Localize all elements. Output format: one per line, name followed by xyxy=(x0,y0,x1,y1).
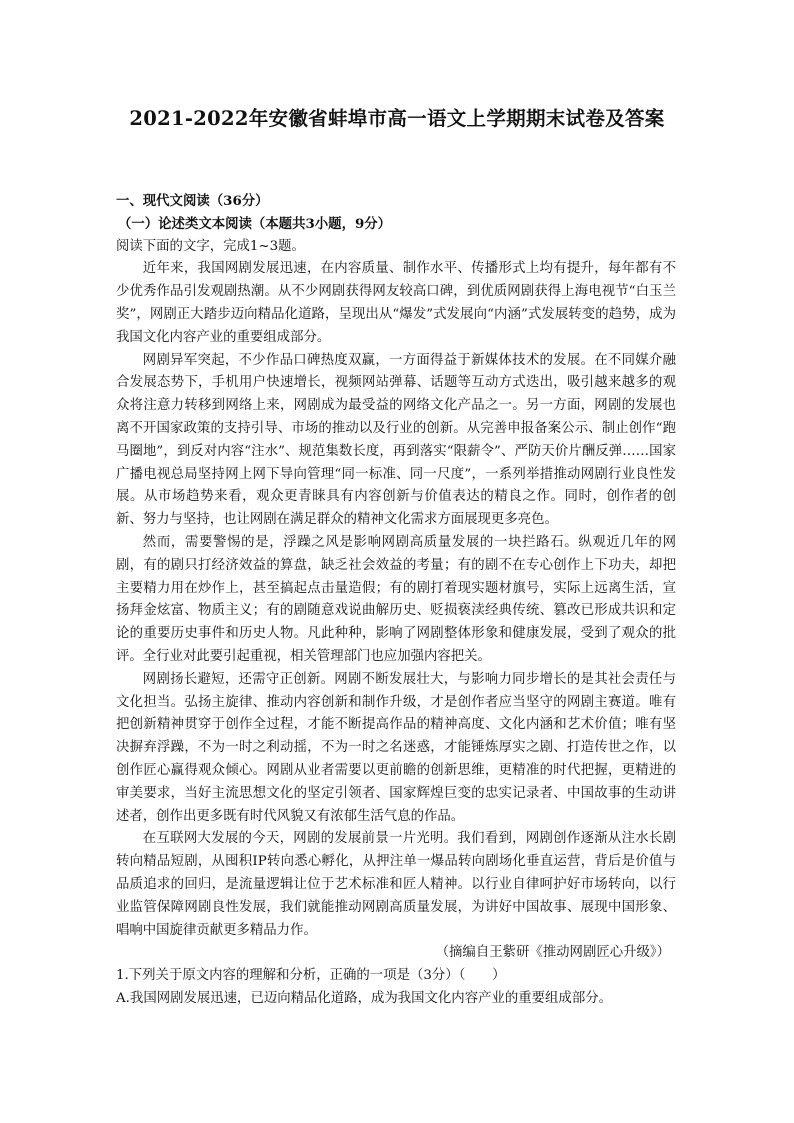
paragraph-2: 网剧异军突起，不少作品口碑热度双赢，一方面得益于新媒体技术的发展。在不同媒介融合发展态势下，手机用户快速增长，视频网站弹幕、话题等互动方式迭出，吸引越来越多的观众将注意力转移到网络上来，网剧成为最受益的网络文化产品之一。另一方面，网剧的发展也离不开国家政策的支持引导、市场的推动以及行业的创新。从完善申报备案公示、制止创作“跑马圈地”，到反对内容“注水”、规范集数长度，再到落实“限薪令”、严防天价片酬反弹……国家广播电视总局坚持网上网下导向管理“同一标准、同一尺度”，一系列举措推动网剧行业良性发展。从市场趋势来看，观众更青睐具有内容创新与价值表达的精良之作。同时，创作者的创新、努力与坚持，也让网剧在满足群众的精神文化需求方面展现更多亮色。 xyxy=(116,352,676,528)
subsection-heading: （一）论述类文本阅读（本题共3小题，9分） xyxy=(118,215,392,232)
paragraph-4: 网剧扬长避短，还需守正创新。网剧不断发展壮大，与影响力同步增长的是其社会责任与文化担当。弘扬主旋律、推动内容创新和制作升级，才是创作者应当坚守的网剧主赛道。唯有把创新精神贯穿于创作全过程，才能不断提高作品的精神高度、文化内涵和艺术价值；唯有坚决摒弃浮躁，不为一时之利动摇，不为一时之名迷惑，才能锤炼厚实之剧、打造传世之作，以创作匠心赢得观众倾心。网剧从业者需要以更前瞻的创新思维，更精准的时代把握，更精进的审美要求，当好主流思想文化的坚定引领者、国家辉煌巨变的忠实记录者、中国故事的生动讲述者，创作出更多既有时代风貌又有浓郁生活气息的作品。 xyxy=(116,671,676,824)
article-source: （摘编自王紫研《推动网剧匠心升级》） xyxy=(435,945,670,961)
question-1-option-a: A.我国网剧发展迅速，已迈向精品化道路，成为我国文化内容产业的重要组成部分。 xyxy=(116,990,612,1006)
paragraph-1: 近年来，我国网剧发展迅速，在内容质量、制作水平、传播形式上均有提升，每年都有不少优秀作品引发观剧热潮。从不少网剧获得网友较高口碑，到优质网剧获得上海电视节“白玉兰奖”，网剧正大踏步迈向精品化道路，呈现出从“爆发”式发展向“内涵”式发展转变的趋势，成为我国文化内容产业的重要组成部分。 xyxy=(116,261,676,345)
document-title: 2021-2022年安徽省蚌埠市高一语文上学期期末试卷及答案 xyxy=(129,107,665,130)
reading-instruction: 阅读下面的文字，完成1~3题。 xyxy=(116,238,305,254)
paragraph-3: 然而，需要警惕的是，浮躁之风是影响网剧高质量发展的一块拦路石。纵观近几年的网剧，有的剧只打经济效益的算盘，缺乏社会效益的考量；有的剧不在专心创作上下功夫，却把主要精力用在炒作上，甚至搞起点击量造假；有的剧打着现实题材旗号，实际上远离生活，宣扬拜金炫富、物质主义；有的剧随意戏说曲解历史、贬损亵渎经典传统、篡改已形成共识和定论的重要历史事件和历史人物。凡此种种，影响了网剧整体形象和健康发展，受到了观众的批评。全行业对此要引起重视，相关管理部门也应加强内容把关。 xyxy=(116,534,676,664)
document-body xyxy=(116,190,676,1011)
question-1: 1.下列关于原文内容的理解和分析，正确的一项是（3分）（ ） xyxy=(116,968,506,984)
paragraph-5: 在互联网大发展的今天，网剧的发展前景一片光明。我们看到，网剧创作逐渐从注水长剧转向精品短剧，从囤积IP转向悉心孵化，从押注单一爆品转向剧场化垂直运营，背后是价值与品质追求的回归，是流量逻辑让位于艺术标准和匠人精神。以行业自律呵护好市场转向，以行业监管保障网剧良性发展，我们就能推动网剧高质量发展，为讲好中国故事、展现中国形象、唱响中国旋律贡献更多精品力作。 xyxy=(116,831,676,938)
section-heading: 一、现代文阅读（36分） xyxy=(116,193,269,209)
